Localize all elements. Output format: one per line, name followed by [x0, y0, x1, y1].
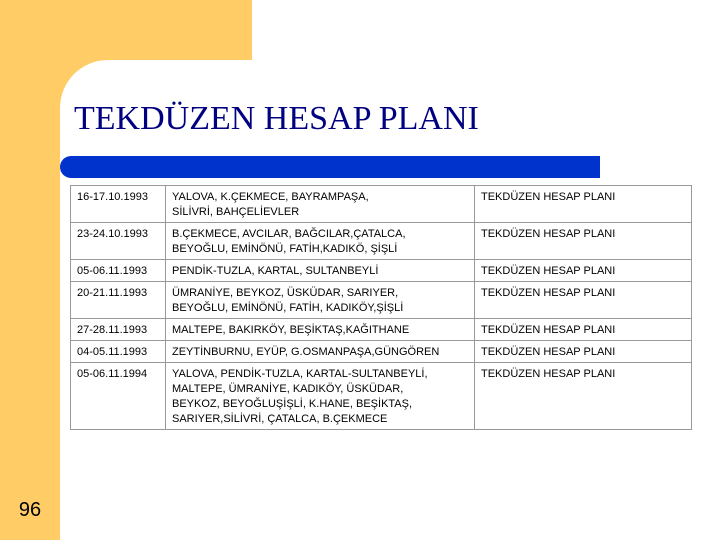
district-line: MALTEPE, ÜMRANİYE, KADIKÖY, ÜSKÜDAR, — [172, 383, 404, 395]
table-row — [71, 260, 692, 282]
districts-cell — [166, 260, 475, 282]
district-line: PENDİK-TUZLA, KARTAL, SULTANBEYLİ — [172, 265, 379, 277]
district-line: YALOVA, PENDİK-TUZLA, KARTAL-SULTANBEYLİ, — [172, 368, 428, 380]
table-row — [71, 223, 692, 260]
left-accent-bar — [0, 0, 60, 540]
district-line: B.ÇEKMECE, AVCILAR, BAĞCILAR,ÇATALCA, — [172, 228, 406, 240]
districts-cell — [166, 282, 475, 319]
table-row — [71, 282, 692, 319]
plan-cell: TEKDÜZEN HESAP PLANI — [475, 223, 692, 260]
table-row — [71, 319, 692, 341]
date-cell: 16-17.10.1993 — [71, 186, 166, 223]
table-row — [71, 363, 692, 430]
plan-cell: TEKDÜZEN HESAP PLANI — [475, 341, 692, 363]
district-line: MALTEPE, BAKIRKÖY, BEŞİKTAŞ,KAĞITHANE — [172, 324, 410, 336]
districts-cell — [166, 319, 475, 341]
district-line: ÜMRANİYE, BEYKOZ, ÜSKÜDAR, SARIYER, — [172, 287, 399, 299]
district-line: ZEYTİNBURNU, EYÜP, G.OSMANPAŞA,GÜNGÖREN — [172, 346, 440, 358]
date-cell: 20-21.11.1993 — [71, 282, 166, 319]
district-line: SARIYER,SİLİVRİ, ÇATALCA, B.ÇEKMECE — [172, 413, 388, 425]
districts-cell — [166, 363, 475, 430]
plan-cell: TEKDÜZEN HESAP PLANI — [475, 282, 692, 319]
date-cell: 05-06.11.1993 — [71, 260, 166, 282]
date-cell: 04-05.11.1993 — [71, 341, 166, 363]
top-accent-block — [0, 0, 252, 60]
plan-cell: TEKDÜZEN HESAP PLANI — [475, 260, 692, 282]
table-row — [71, 186, 692, 223]
plan-cell: TEKDÜZEN HESAP PLANI — [475, 363, 692, 430]
district-line: BEYKOZ, BEYOĞLUŞİŞLİ, K.HANE, BEŞİKTAŞ, — [172, 398, 413, 410]
district-line: YALOVA, K.ÇEKMECE, BAYRAMPAŞA, — [172, 191, 369, 203]
district-line: BEYOĞLU, EMİNÖNÜ, FATİH, KADIKÖY,ŞİŞLİ — [172, 302, 404, 314]
district-line: SİLİVRİ, BAHÇELİEVLER — [172, 206, 300, 218]
title-underline-bar — [60, 156, 600, 178]
districts-cell — [166, 341, 475, 363]
plan-cell: TEKDÜZEN HESAP PLANI — [475, 186, 692, 223]
district-line: BEYOĞLU, EMİNÖNÜ, FATİH,KADIKÖ, ŞİŞLİ — [172, 243, 398, 255]
date-cell: 05-06.11.1994 — [71, 363, 166, 430]
slide-number: 96 — [18, 499, 42, 521]
schedule-table — [70, 185, 692, 430]
schedule-table-body — [71, 186, 692, 430]
districts-cell — [166, 223, 475, 260]
slide-title: TEKDÜZEN HESAP PLANI — [74, 100, 479, 137]
table-row — [71, 341, 692, 363]
date-cell: 27-28.11.1993 — [71, 319, 166, 341]
date-cell: 23-24.10.1993 — [71, 223, 166, 260]
plan-cell: TEKDÜZEN HESAP PLANI — [475, 319, 692, 341]
districts-cell — [166, 186, 475, 223]
